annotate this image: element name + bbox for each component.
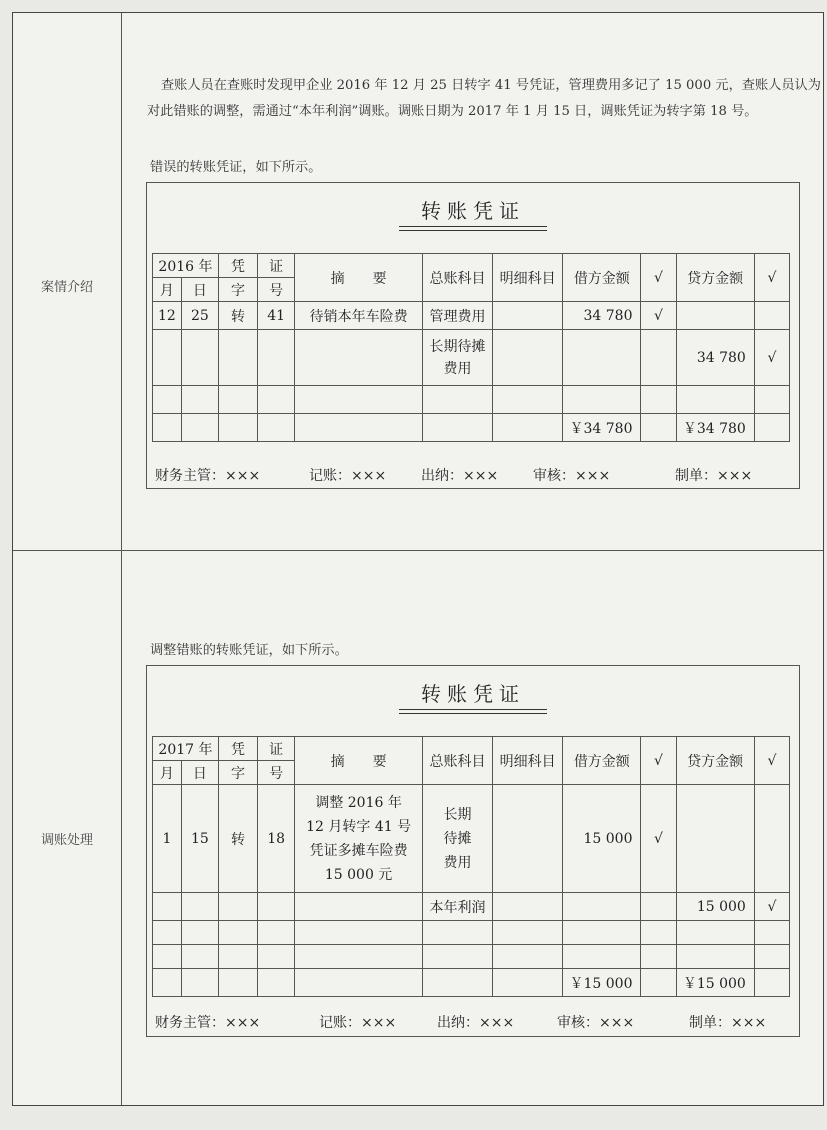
credit-check-cell bbox=[754, 785, 789, 893]
day-cell bbox=[181, 414, 218, 442]
voucher-table bbox=[152, 253, 790, 442]
word-cell bbox=[218, 893, 257, 921]
gl-cell bbox=[423, 386, 493, 414]
preparer: 制单：××× bbox=[675, 468, 753, 484]
auditor: 审核：××× bbox=[557, 1015, 635, 1031]
month-cell: 1 bbox=[153, 785, 182, 893]
credit-cell: 34 780 bbox=[676, 330, 754, 386]
gl-header: 总账科目 bbox=[423, 737, 493, 785]
summary-cell: 待销本年车险费 bbox=[295, 302, 423, 330]
word-cell bbox=[218, 945, 257, 969]
row-divider bbox=[13, 550, 823, 551]
gl-cell: 长期待摊费用 bbox=[423, 330, 493, 386]
debit-check-cell bbox=[641, 945, 676, 969]
gl-cell bbox=[423, 414, 493, 442]
month-header: 月 bbox=[153, 278, 182, 302]
credit-total-cell: ￥15 000 bbox=[676, 969, 754, 997]
summary-header: 摘 要 bbox=[295, 254, 423, 302]
credit-check-cell bbox=[754, 969, 789, 997]
summary-header: 摘 要 bbox=[295, 737, 423, 785]
summary-cell bbox=[295, 969, 423, 997]
summary-cell bbox=[295, 330, 423, 386]
word-cell: 转 bbox=[218, 785, 257, 893]
case-description: 查账人员在查账时发现甲企业 2016 年 12 月 25 日转字 41 号凭证，管理费用多记了 15 000 元，查账人员认为对此错账的调整，需通过“本年利润”调账。调账日期为 2017 年 1 月 15 日，调账凭证为转字第 18 号。 bbox=[147, 78, 821, 119]
page-frame bbox=[12, 12, 824, 1106]
month-cell bbox=[153, 386, 182, 414]
cert-header: 证 bbox=[258, 737, 295, 761]
day-header: 日 bbox=[181, 278, 218, 302]
number-cell: 41 bbox=[258, 302, 295, 330]
month-cell bbox=[153, 945, 182, 969]
summary-cell bbox=[295, 893, 423, 921]
detail-header: 明细科目 bbox=[493, 254, 563, 302]
number-cell: 18 bbox=[258, 785, 295, 893]
day-cell bbox=[181, 969, 218, 997]
debit-header: 借方金额 bbox=[563, 737, 641, 785]
day-cell bbox=[181, 921, 218, 945]
gl-cell: 本年利润 bbox=[423, 893, 493, 921]
detail-cell bbox=[493, 785, 563, 893]
day-cell bbox=[181, 330, 218, 386]
debit-cell bbox=[563, 945, 641, 969]
debit-check-cell bbox=[641, 414, 676, 442]
word-cell bbox=[218, 921, 257, 945]
gl-cell bbox=[423, 969, 493, 997]
bookkeeper: 记账：××× bbox=[309, 468, 387, 484]
debit-check-cell bbox=[641, 893, 676, 921]
number-cell bbox=[258, 386, 295, 414]
signature-line bbox=[155, 1012, 789, 1032]
year-header: 2016 年 bbox=[153, 254, 219, 278]
credit-cell bbox=[676, 386, 754, 414]
table-row bbox=[153, 921, 790, 945]
debit-check-cell bbox=[641, 969, 676, 997]
month-cell bbox=[153, 330, 182, 386]
detail-cell bbox=[493, 893, 563, 921]
day-cell bbox=[181, 893, 218, 921]
debit-check-cell bbox=[641, 921, 676, 945]
credit-cell bbox=[676, 921, 754, 945]
table-row bbox=[153, 302, 790, 330]
credit-check-cell bbox=[754, 414, 789, 442]
voucher-table bbox=[152, 736, 790, 997]
debit-header: 借方金额 bbox=[563, 254, 641, 302]
detail-cell bbox=[493, 302, 563, 330]
year-header: 2017 年 bbox=[153, 737, 219, 761]
word-cell bbox=[218, 414, 257, 442]
cashier: 出纳：××× bbox=[437, 1015, 515, 1031]
credit-check-cell: √ bbox=[754, 893, 789, 921]
table-row bbox=[153, 969, 790, 997]
day-cell bbox=[181, 945, 218, 969]
month-cell bbox=[153, 921, 182, 945]
day-header: 日 bbox=[181, 761, 218, 785]
day-cell bbox=[181, 386, 218, 414]
word-cell: 转 bbox=[218, 302, 257, 330]
number-cell bbox=[258, 330, 295, 386]
number-header: 号 bbox=[258, 278, 295, 302]
seal-header: 凭 bbox=[218, 254, 257, 278]
finance-supervisor: 财务主管：××× bbox=[155, 468, 261, 484]
debit-cell bbox=[563, 386, 641, 414]
month-cell bbox=[153, 893, 182, 921]
debit-cell: 15 000 bbox=[563, 785, 641, 893]
day-cell: 15 bbox=[181, 785, 218, 893]
credit-header: 贷方金额 bbox=[676, 254, 754, 302]
preparer: 制单：××× bbox=[689, 1015, 767, 1031]
finance-supervisor: 财务主管：××× bbox=[155, 1015, 261, 1031]
detail-header: 明细科目 bbox=[493, 737, 563, 785]
table-row bbox=[153, 386, 790, 414]
cashier: 出纳：××× bbox=[421, 468, 499, 484]
credit-total-cell: ￥34 780 bbox=[676, 414, 754, 442]
debit-cell bbox=[563, 921, 641, 945]
bookkeeper: 记账：××× bbox=[319, 1015, 397, 1031]
month-cell bbox=[153, 969, 182, 997]
credit-check-cell bbox=[754, 945, 789, 969]
gl-cell: 长期待摊费用 bbox=[423, 785, 493, 893]
check-header: √ bbox=[754, 254, 789, 302]
summary-cell: 调整 2016 年 12 月转字 41 号凭证多摊车险费 15 000 元 bbox=[295, 785, 423, 893]
seal-header: 凭 bbox=[218, 737, 257, 761]
auditor: 审核：××× bbox=[533, 468, 611, 484]
wrong-voucher-caption: 错误的转账凭证，如下所示。 bbox=[150, 160, 322, 175]
credit-cell bbox=[676, 945, 754, 969]
summary-cell bbox=[295, 386, 423, 414]
debit-check-cell: √ bbox=[641, 302, 676, 330]
detail-cell bbox=[493, 921, 563, 945]
adjusting-transfer-voucher bbox=[146, 665, 800, 1037]
word-header: 字 bbox=[218, 761, 257, 785]
debit-check-cell: √ bbox=[641, 785, 676, 893]
voucher-title: 转账凭证 bbox=[421, 682, 525, 706]
month-cell bbox=[153, 414, 182, 442]
number-cell bbox=[258, 893, 295, 921]
credit-cell bbox=[676, 785, 754, 893]
debit-total-cell: ￥34 780 bbox=[563, 414, 641, 442]
debit-cell: 34 780 bbox=[563, 302, 641, 330]
gl-cell bbox=[423, 945, 493, 969]
summary-cell bbox=[295, 414, 423, 442]
table-row bbox=[153, 893, 790, 921]
debit-check-cell bbox=[641, 386, 676, 414]
credit-header: 贷方金额 bbox=[676, 737, 754, 785]
column-divider bbox=[121, 13, 122, 1105]
credit-check-cell: √ bbox=[754, 330, 789, 386]
credit-cell: 15 000 bbox=[676, 893, 754, 921]
month-header: 月 bbox=[153, 761, 182, 785]
number-cell bbox=[258, 414, 295, 442]
table-row bbox=[153, 414, 790, 442]
word-cell bbox=[218, 969, 257, 997]
check-header: √ bbox=[754, 737, 789, 785]
cert-header: 证 bbox=[258, 254, 295, 278]
voucher-title: 转账凭证 bbox=[421, 199, 525, 223]
wrong-transfer-voucher bbox=[146, 182, 800, 489]
signature-line bbox=[155, 465, 785, 485]
table-row bbox=[153, 785, 790, 893]
summary-cell bbox=[295, 945, 423, 969]
table-row bbox=[153, 330, 790, 386]
word-header: 字 bbox=[218, 278, 257, 302]
number-header: 号 bbox=[258, 761, 295, 785]
day-cell: 25 bbox=[181, 302, 218, 330]
gl-cell bbox=[423, 921, 493, 945]
adjust-handling-label: 调账处理 bbox=[40, 833, 93, 848]
debit-cell bbox=[563, 893, 641, 921]
check-header: √ bbox=[641, 254, 676, 302]
title-underline bbox=[399, 226, 547, 231]
gl-header: 总账科目 bbox=[423, 254, 493, 302]
detail-cell bbox=[493, 414, 563, 442]
number-cell bbox=[258, 945, 295, 969]
number-cell bbox=[258, 969, 295, 997]
summary-cell bbox=[295, 921, 423, 945]
number-cell bbox=[258, 921, 295, 945]
detail-cell bbox=[493, 386, 563, 414]
gl-cell: 管理费用 bbox=[423, 302, 493, 330]
debit-check-cell bbox=[641, 330, 676, 386]
detail-cell bbox=[493, 330, 563, 386]
credit-check-cell bbox=[754, 921, 789, 945]
credit-check-cell bbox=[754, 386, 789, 414]
word-cell bbox=[218, 330, 257, 386]
credit-cell bbox=[676, 302, 754, 330]
word-cell bbox=[218, 386, 257, 414]
table-row bbox=[153, 945, 790, 969]
adjust-voucher-caption: 调整错账的转账凭证，如下所示。 bbox=[150, 643, 348, 658]
detail-cell bbox=[493, 945, 563, 969]
title-underline bbox=[399, 709, 547, 714]
check-header: √ bbox=[641, 737, 676, 785]
credit-check-cell bbox=[754, 302, 789, 330]
month-cell: 12 bbox=[153, 302, 182, 330]
detail-cell bbox=[493, 969, 563, 997]
debit-total-cell: ￥15 000 bbox=[563, 969, 641, 997]
case-intro-label: 案情介绍 bbox=[40, 280, 93, 295]
debit-cell bbox=[563, 330, 641, 386]
